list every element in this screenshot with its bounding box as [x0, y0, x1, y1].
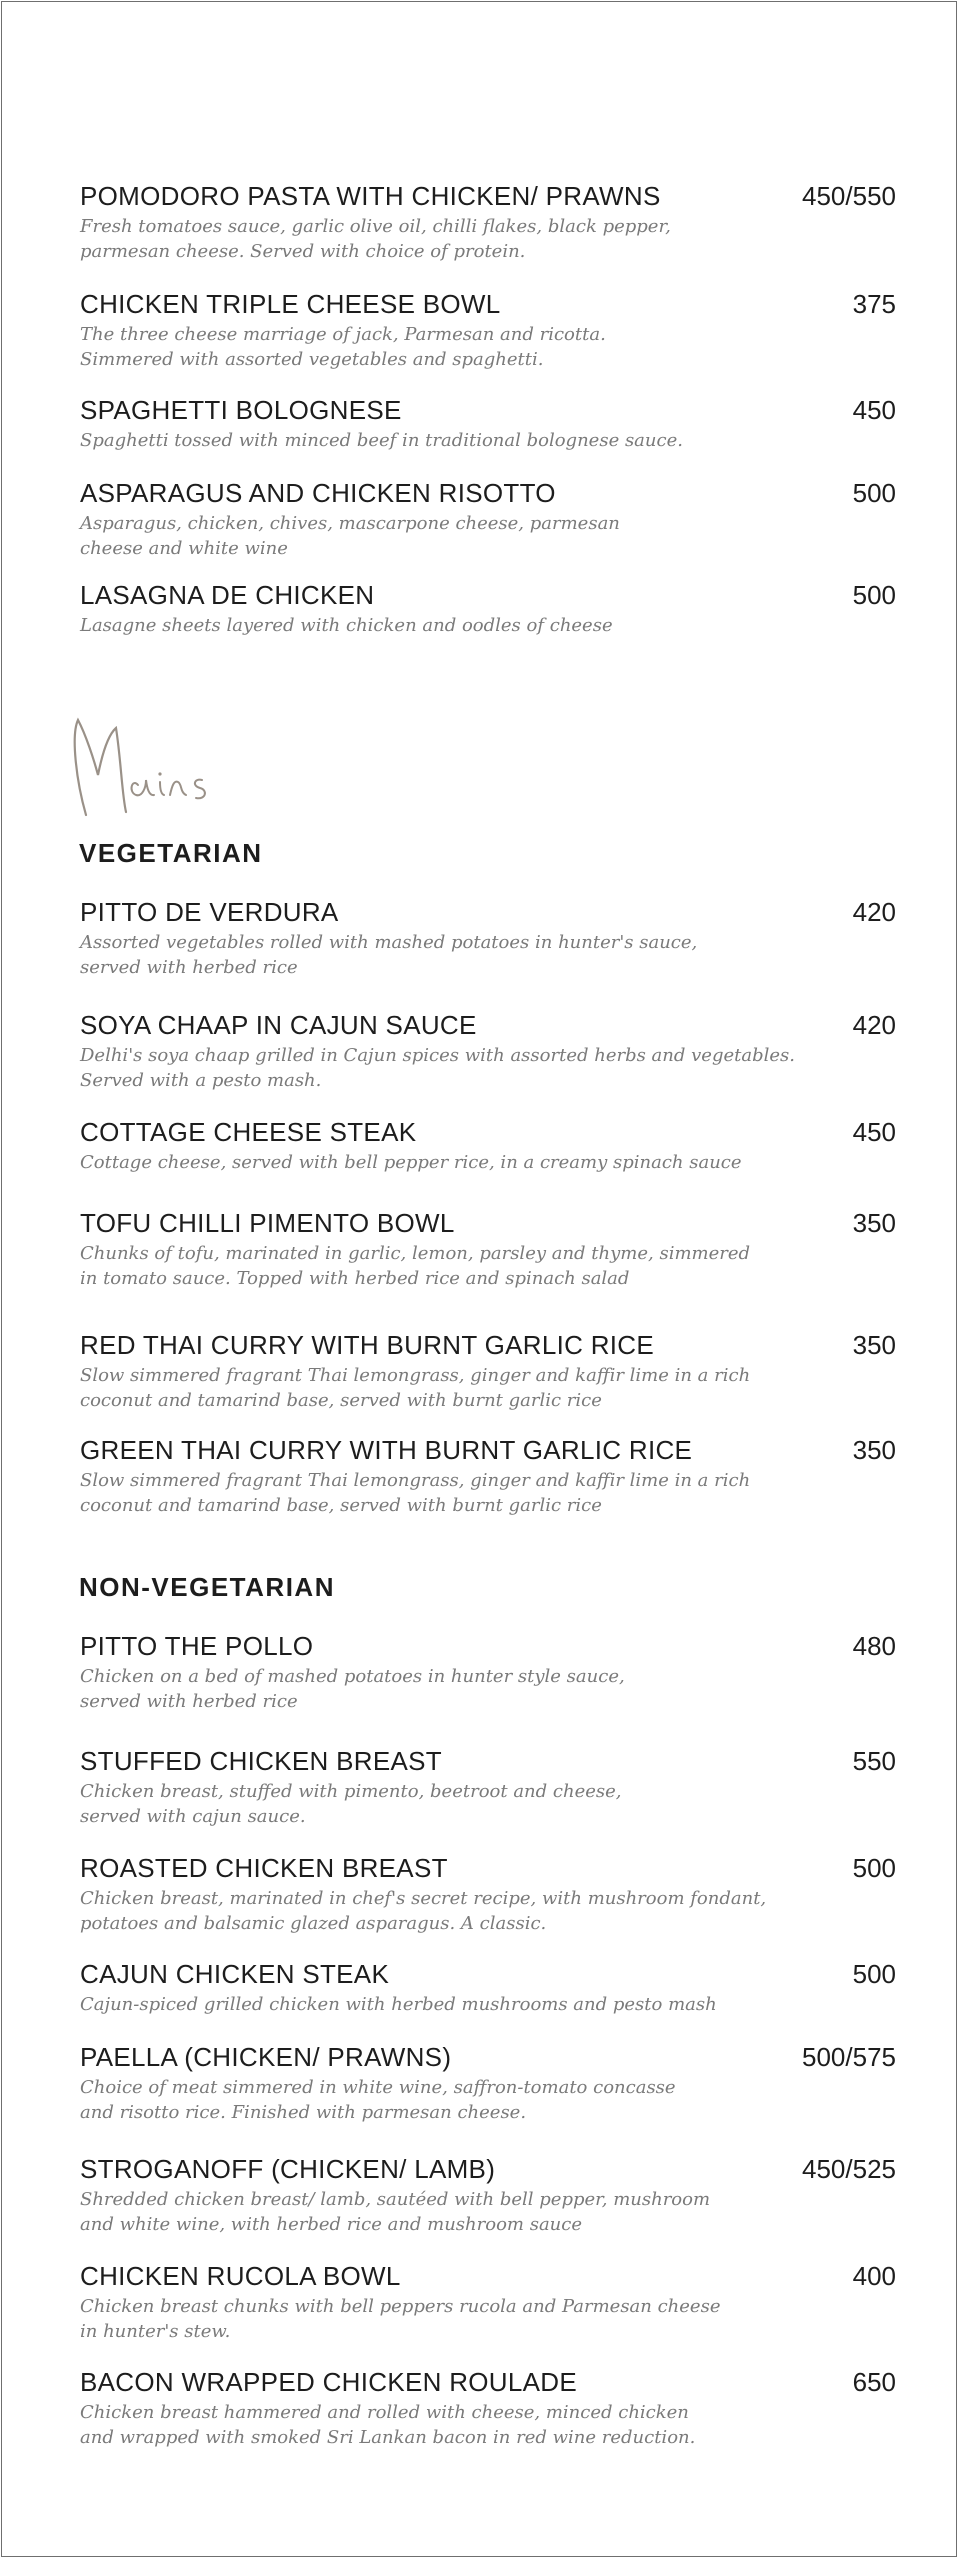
- menu-item: [80, 288, 896, 372]
- item-price: 420: [852, 897, 896, 927]
- item-price: 420: [852, 1010, 896, 1040]
- item-description: Spaghetti tossed with minced beef in traditional bolognese sauce.: [80, 430, 683, 451]
- item-name: SOYA CHAAP IN CAJUN SAUCE: [80, 1010, 477, 1040]
- item-name: ROASTED CHICKEN BREAST: [80, 1853, 448, 1883]
- item-price: 350: [852, 1330, 896, 1360]
- item-description: Slow simmered fragrant Thai lemongrass, ginger and kaffir lime in a rich coconut and tamarind base, served with burnt garlic rice: [80, 1470, 751, 1516]
- item-description: Asparagus, chicken, chives, mascarpone cheese, parmesan cheese and white wine: [80, 513, 620, 559]
- item-description: Lasagne sheets layered with chicken and oodles of cheese: [80, 615, 613, 636]
- item-price: 500: [852, 1959, 896, 1989]
- item-description: Delhi's soya chaap grilled in Cajun spices with assorted herbs and vegetables. Served with a pesto mash.: [80, 1045, 795, 1091]
- item-name: BACON WRAPPED CHICKEN ROULADE: [80, 2367, 577, 2397]
- item-description: Cajun-spiced grilled chicken with herbed mushrooms and pesto mash: [80, 1994, 717, 2015]
- item-description: Chicken breast, stuffed with pimento, beetroot and cheese, served with cajun sauce.: [80, 1781, 622, 1827]
- item-price: 450: [852, 1117, 896, 1147]
- item-price: 375: [852, 289, 896, 319]
- item-price: 480: [852, 1631, 896, 1661]
- menu-item: [80, 1116, 896, 1175]
- item-price: 400: [852, 2261, 896, 2291]
- item-name: CHICKEN RUCOLA BOWL: [80, 2261, 401, 2291]
- menu-item: [80, 394, 896, 453]
- item-description: Chicken on a bed of mashed potatoes in hunter style sauce, served with herbed rice: [80, 1666, 625, 1712]
- item-price: 350: [852, 1208, 896, 1238]
- item-price: 500/575: [802, 2042, 896, 2072]
- item-name: TOFU CHILLI PIMENTO BOWL: [80, 1208, 455, 1238]
- item-price: 550: [852, 1746, 896, 1776]
- item-price: 500: [852, 478, 896, 508]
- item-price: 450/525: [802, 2154, 896, 2184]
- item-name: STROGANOFF (CHICKEN/ LAMB): [80, 2154, 496, 2184]
- menu-item: [80, 1958, 896, 2017]
- item-description: Cottage cheese, served with bell pepper rice, in a creamy spinach sauce: [80, 1152, 742, 1173]
- item-name: PITTO THE POLLO: [80, 1631, 314, 1661]
- item-description: Assorted vegetables rolled with mashed potatoes in hunter's sauce, served with herbed rice: [80, 932, 698, 978]
- item-name: POMODORO PASTA WITH CHICKEN/ PRAWNS: [80, 181, 661, 211]
- menu-item: [80, 1852, 896, 1936]
- item-description: Chicken breast hammered and rolled with cheese, minced chicken and wrapped with smoked Sri Lankan bacon in red wine reduction.: [80, 2402, 696, 2448]
- item-description: Chicken breast chunks with bell peppers rucola and Parmesan cheese in hunter's stew.: [80, 2296, 721, 2342]
- item-name: COTTAGE CHEESE STEAK: [80, 1117, 417, 1147]
- menu-item: [80, 2366, 896, 2450]
- menu-item: [80, 896, 896, 980]
- section-heading-vegetarian: VEGETARIAN: [79, 838, 263, 868]
- menu-item: [80, 1434, 896, 1518]
- item-price: 450: [852, 395, 896, 425]
- menu-item: [80, 579, 896, 638]
- item-name: CHICKEN TRIPLE CHEESE BOWL: [80, 289, 501, 319]
- item-name: ASPARAGUS AND CHICKEN RISOTTO: [80, 478, 556, 508]
- section-heading-nonvegetarian: NON-VEGETARIAN: [79, 1572, 335, 1602]
- menu-item: [80, 2260, 896, 2344]
- item-price: 650: [852, 2367, 896, 2397]
- menu-item: [80, 1630, 896, 1714]
- item-name: RED THAI CURRY WITH BURNT GARLIC RICE: [80, 1330, 655, 1360]
- item-price: 450/550: [802, 181, 896, 211]
- menu-item: [80, 1745, 896, 1829]
- item-price: 500: [852, 1853, 896, 1883]
- item-description: Shredded chicken breast/ lamb, sautéed with bell pepper, mushroom and white wine, with herbed rice and mushroom sauce: [80, 2189, 711, 2235]
- item-price: 500: [852, 580, 896, 610]
- item-name: PITTO DE VERDURA: [80, 897, 339, 927]
- menu-item: [80, 2041, 896, 2125]
- menu-item: [80, 180, 896, 264]
- mains-script-title: [56, 700, 256, 840]
- item-name: CAJUN CHICKEN STEAK: [80, 1959, 390, 1989]
- menu-item: [80, 1009, 896, 1093]
- item-description: Fresh tomatoes sauce, garlic olive oil, chilli flakes, black pepper, parmesan cheese. Served with choice of protein.: [80, 216, 671, 262]
- item-description: Slow simmered fragrant Thai lemongrass, ginger and kaffir lime in a rich coconut and tamarind base, served with burnt garlic rice: [80, 1365, 751, 1411]
- item-description: The three cheese marriage of jack, Parmesan and ricotta. Simmered with assorted vegetables and spaghetti.: [80, 324, 606, 370]
- menu-item: [80, 1329, 896, 1413]
- item-name: LASAGNA DE CHICKEN: [80, 580, 375, 610]
- item-price: 350: [852, 1435, 896, 1465]
- item-description: Chunks of tofu, marinated in garlic, lemon, parsley and thyme, simmered in tomato sauce. Topped with herbed rice and spinach salad: [80, 1243, 751, 1289]
- item-description: Choice of meat simmered in white wine, saffron-tomato concasse and risotto rice. Finished with parmesan cheese.: [80, 2077, 676, 2123]
- menu-item: [80, 2153, 896, 2237]
- item-name: PAELLA (CHICKEN/ PRAWNS): [80, 2042, 452, 2072]
- item-name: SPAGHETTI BOLOGNESE: [80, 395, 402, 425]
- item-name: GREEN THAI CURRY WITH BURNT GARLIC RICE: [80, 1435, 693, 1465]
- item-description: Chicken breast, marinated in chef's secret recipe, with mushroom fondant, potatoes and balsamic glazed asparagus. A classic.: [80, 1888, 767, 1934]
- item-name: STUFFED CHICKEN BREAST: [80, 1746, 442, 1776]
- menu-item: [80, 1207, 896, 1291]
- menu-item: [80, 477, 896, 561]
